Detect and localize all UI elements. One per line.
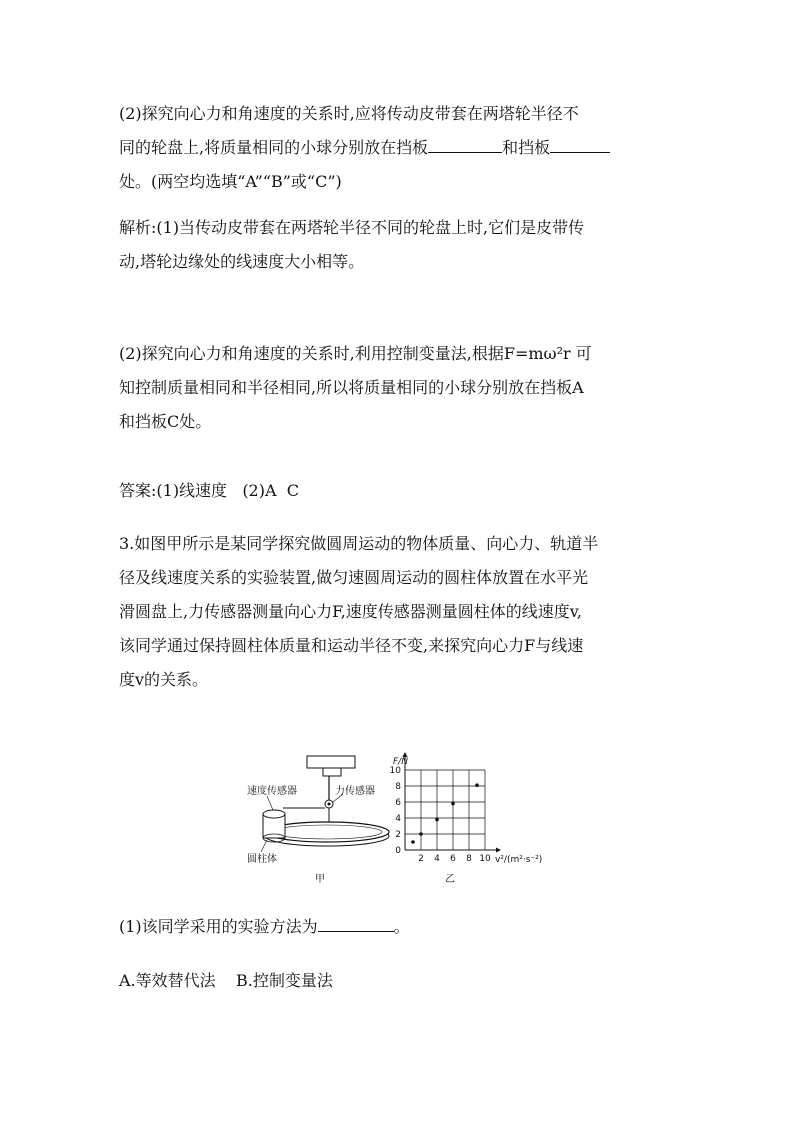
question-2-line-3: 处。(两空均选填“A”“B”或“C”) xyxy=(119,172,342,191)
figure xyxy=(245,752,565,887)
question-3 xyxy=(119,527,684,697)
question-2 xyxy=(119,97,684,199)
answer-text: 答案:(1)线速度 (2)A C xyxy=(119,481,299,500)
analysis-2-line-1: (2)探究向心力和角速度的关系时,利用控制变量法,根据F=mω²r 可 xyxy=(119,344,592,363)
question-3-line-3: 滑圆盘上,力传感器测量向心力F,速度传感器测量圆柱体的线速度v, xyxy=(119,602,583,621)
question-3-1 xyxy=(119,910,684,944)
y-tick-label-0: 0 xyxy=(395,846,401,856)
apparatus-diagram xyxy=(247,756,389,885)
data-point-5 xyxy=(475,783,479,787)
cylinder-top xyxy=(263,810,285,818)
caption-jia: 甲 xyxy=(315,874,325,885)
question-3-1-text-b: 。 xyxy=(393,917,410,936)
question-3-1-options xyxy=(119,964,684,998)
question-2-line-2-text-a: 同的轮盘上,将质量相同的小球分别放在挡板 xyxy=(119,138,429,157)
data-point-2 xyxy=(419,832,423,836)
x-tick-label-8: 8 xyxy=(466,854,472,864)
question-3-line-1: 3.如图甲所示是某同学探究做圆周运动的物体质量、向心力、轨道半 xyxy=(119,534,599,553)
y-tick-label-2: 2 xyxy=(395,830,401,840)
y-axis-label: F/N xyxy=(393,757,408,767)
x-axis-arrow xyxy=(496,848,501,853)
question-3-line-5: 度v的关系。 xyxy=(119,670,209,689)
analysis-2-line-3: 和挡板C处。 xyxy=(119,412,212,431)
analysis-2 xyxy=(119,337,684,439)
chart-grid xyxy=(405,770,485,850)
y-tick-label-4: 4 xyxy=(395,814,401,824)
force-sensor-pulley-hub xyxy=(328,803,331,806)
y-tick-label-10: 10 xyxy=(389,766,401,776)
answer xyxy=(119,474,684,508)
data-point-3 xyxy=(435,818,439,822)
question-3-line-4: 该同学通过保持圆柱体质量和运动半径不变,来探究向心力F与线速 xyxy=(119,636,584,655)
x-tick-label-4: 4 xyxy=(434,854,440,864)
x-tick-label-6: 6 xyxy=(450,854,456,864)
question-3-1-options-text: A.等效替代法 B.控制变量法 xyxy=(119,971,333,990)
analysis-1 xyxy=(119,211,684,279)
stand-holder xyxy=(323,768,341,776)
data-point-1 xyxy=(411,840,415,844)
analysis-1-line-2: 动,塔轮边缘处的线速度大小相等。 xyxy=(119,252,365,271)
label-cylinder: 圆柱体 xyxy=(247,854,277,865)
caption-yi: 乙 xyxy=(445,874,455,885)
label-force-sensor: 力传感器 xyxy=(335,786,375,797)
label-speed-sensor: 速度传感器 xyxy=(247,786,297,797)
question-3-1-line-1 xyxy=(119,910,684,944)
question-3-line-2: 径及线速度关系的实验装置,做匀速圆周运动的圆柱体放置在水平光 xyxy=(119,568,589,587)
answer-blank-3 xyxy=(318,913,394,932)
y-tick-label-6: 6 xyxy=(395,798,401,808)
answer-blank-2 xyxy=(550,134,610,153)
question-3-1-text-a: (1)该同学采用的实验方法为 xyxy=(119,917,318,936)
force-vs-velocity-graph xyxy=(390,752,543,885)
leader-cylinder xyxy=(261,840,267,852)
stand-top-block xyxy=(307,756,355,768)
analysis-1-line-1: 解析:(1)当传动皮带套在两塔轮半径不同的轮盘上时,它们是皮带传 xyxy=(119,218,585,237)
analysis-2-line-2: 知控制质量相同和半径相同,所以将质量相同的小球分别放在挡板A xyxy=(119,378,584,397)
data-point-4 xyxy=(451,802,455,806)
x-tick-label-2: 2 xyxy=(418,854,424,864)
question-2-line-1: (2)探究向心力和角速度的关系时,应将传动皮带套在两塔轮半径不 xyxy=(119,104,579,123)
question-2-line-2 xyxy=(119,131,684,165)
leader-speed-sensor xyxy=(267,796,273,810)
x-axis-label: v²/(m²·s⁻²) xyxy=(495,855,543,865)
question-2-line-2-text-b: 和挡板 xyxy=(502,138,551,157)
answer-blank-1 xyxy=(428,134,502,153)
y-tick-label-8: 8 xyxy=(395,782,401,792)
x-tick-label-10: 10 xyxy=(479,854,491,864)
